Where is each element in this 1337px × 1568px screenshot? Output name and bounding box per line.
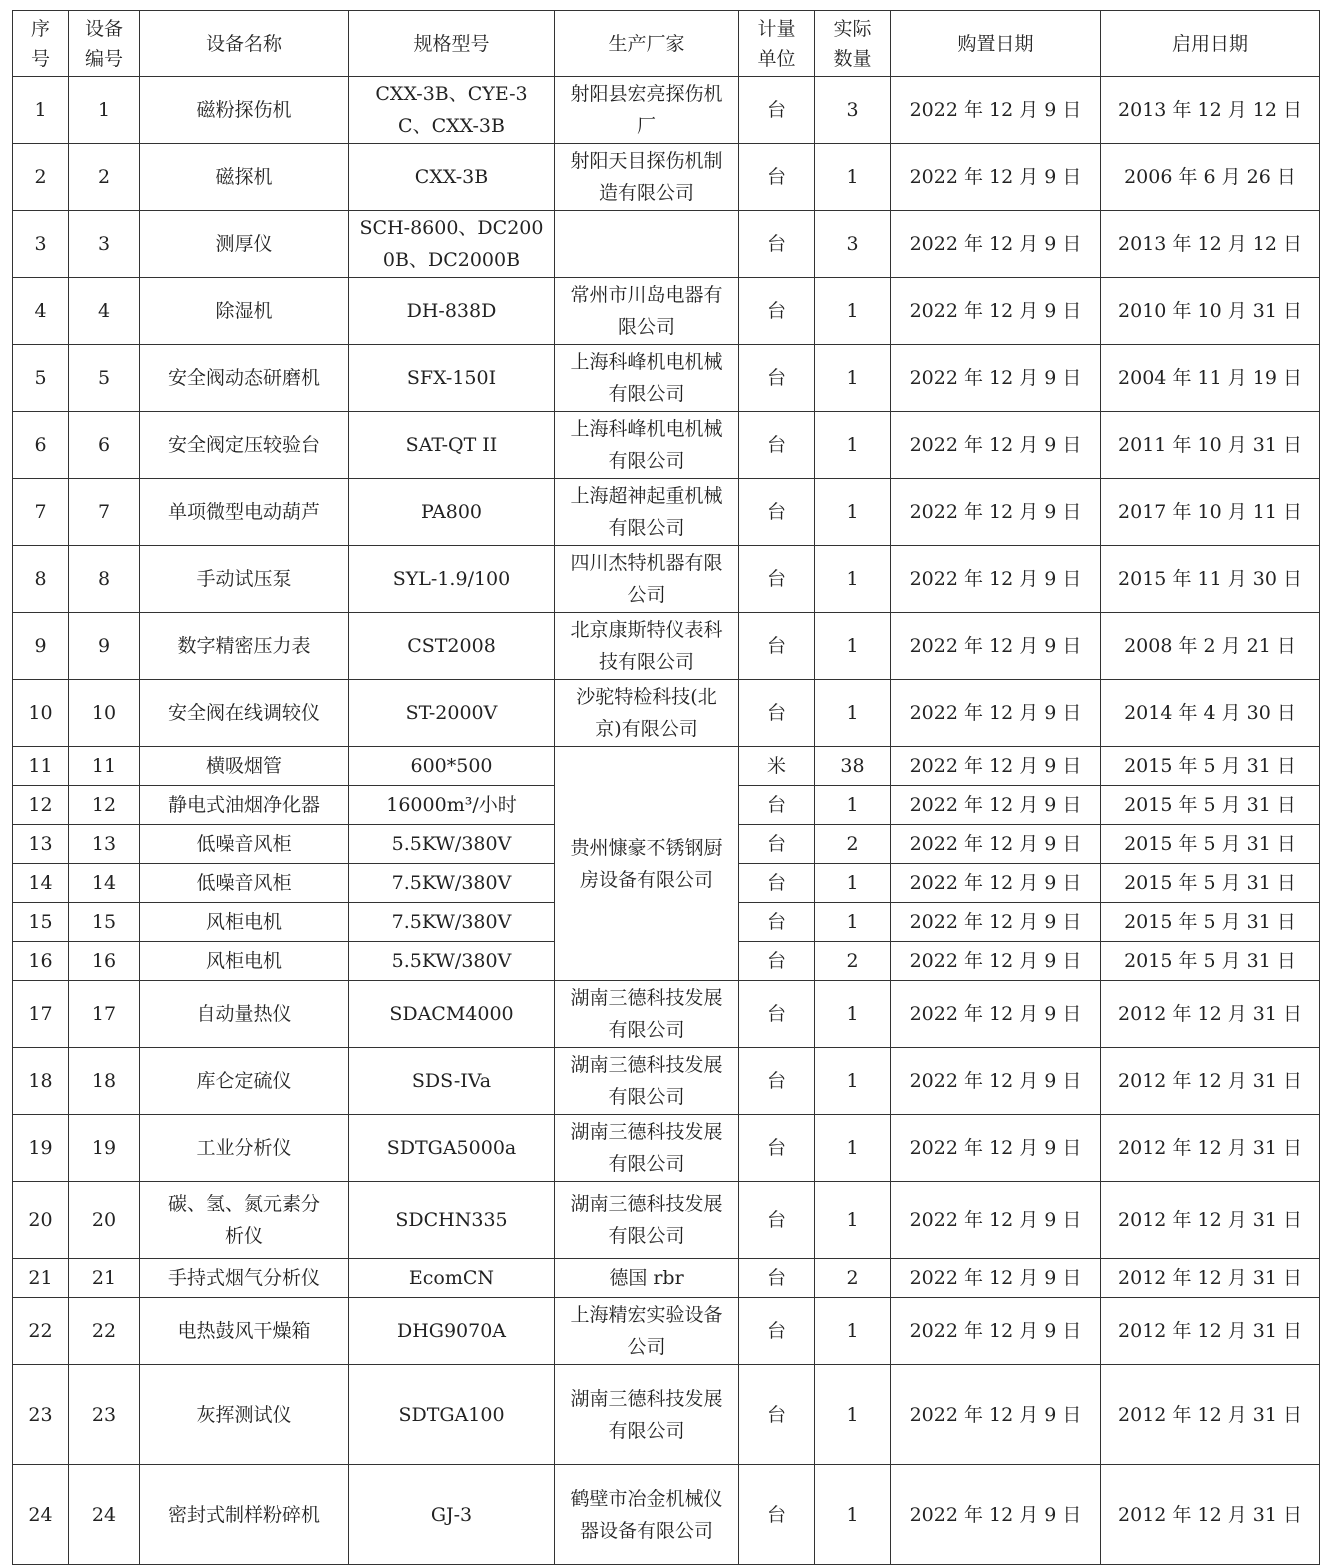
cell-model: EcomCN	[349, 1259, 555, 1298]
header-qty: 实际数量	[815, 11, 891, 77]
cell-equip-no: 15	[69, 903, 140, 942]
cell-purchase-date: 2022 年 12 月 9 日	[891, 1259, 1101, 1298]
cell-qty: 38	[815, 747, 891, 786]
cell-start-date: 2015 年 5 月 31 日	[1101, 786, 1320, 825]
cell-start-date: 2015 年 5 月 31 日	[1101, 747, 1320, 786]
cell-model: 600*500	[349, 747, 555, 786]
table-row	[13, 1259, 1320, 1298]
cell-seq: 16	[13, 942, 69, 981]
cell-qty: 1	[815, 680, 891, 747]
cell-maker: 湖南三德科技发展有限公司	[555, 1182, 739, 1259]
cell-maker: 沙驼特检科技(北京)有限公司	[555, 680, 739, 747]
cell-seq: 22	[13, 1298, 69, 1365]
table-row	[13, 1048, 1320, 1115]
cell-equip-no: 2	[69, 144, 140, 211]
cell-maker: 射阳天目探伤机制造有限公司	[555, 144, 739, 211]
cell-maker: 湖南三德科技发展有限公司	[555, 981, 739, 1048]
cell-start-date: 2011 年 10 月 31 日	[1101, 412, 1320, 479]
cell-purchase-date: 2022 年 12 月 9 日	[891, 903, 1101, 942]
cell-maker: 上海科峰机电机械有限公司	[555, 412, 739, 479]
cell-name: 自动量热仪	[140, 981, 349, 1048]
cell-name: 安全阀定压较验台	[140, 412, 349, 479]
table-row	[13, 412, 1320, 479]
cell-seq: 12	[13, 786, 69, 825]
cell-start-date: 2012 年 12 月 31 日	[1101, 1115, 1320, 1182]
header-maker: 生产厂家	[555, 11, 739, 77]
cell-maker	[555, 211, 739, 278]
cell-start-date: 2014 年 4 月 30 日	[1101, 680, 1320, 747]
cell-qty: 1	[815, 981, 891, 1048]
cell-qty: 1	[815, 1115, 891, 1182]
cell-purchase-date: 2022 年 12 月 9 日	[891, 1298, 1101, 1365]
cell-name: 风柜电机	[140, 903, 349, 942]
cell-equip-no: 19	[69, 1115, 140, 1182]
cell-start-date: 2015 年 5 月 31 日	[1101, 903, 1320, 942]
cell-equip-no: 18	[69, 1048, 140, 1115]
cell-start-date: 2015 年 5 月 31 日	[1101, 825, 1320, 864]
cell-qty: 3	[815, 211, 891, 278]
table-row	[13, 144, 1320, 211]
table-row	[13, 479, 1320, 546]
cell-equip-no: 4	[69, 278, 140, 345]
cell-seq: 4	[13, 278, 69, 345]
cell-seq: 5	[13, 345, 69, 412]
cell-qty: 1	[815, 1465, 891, 1565]
cell-unit: 台	[739, 864, 815, 903]
cell-qty: 1	[815, 1182, 891, 1259]
cell-start-date: 2013 年 12 月 12 日	[1101, 77, 1320, 144]
cell-purchase-date: 2022 年 12 月 9 日	[891, 1182, 1101, 1259]
cell-model: CXX-3B	[349, 144, 555, 211]
cell-name: 密封式制样粉碎机	[140, 1465, 349, 1565]
cell-unit: 台	[739, 412, 815, 479]
table-row	[13, 546, 1320, 613]
cell-maker: 射阳县宏亮探伤机厂	[555, 77, 739, 144]
cell-equip-no: 16	[69, 942, 140, 981]
cell-model: SCH-8600、DC2000B、DC2000B	[349, 211, 555, 278]
cell-unit: 台	[739, 680, 815, 747]
cell-start-date: 2017 年 10 月 11 日	[1101, 479, 1320, 546]
cell-seq: 7	[13, 479, 69, 546]
cell-purchase-date: 2022 年 12 月 9 日	[891, 613, 1101, 680]
cell-unit: 台	[739, 546, 815, 613]
cell-model: SDTGA100	[349, 1365, 555, 1465]
cell-qty: 1	[815, 479, 891, 546]
header-unit: 计量单位	[739, 11, 815, 77]
cell-model: SDS-IVa	[349, 1048, 555, 1115]
table-row	[13, 211, 1320, 278]
cell-seq: 18	[13, 1048, 69, 1115]
cell-seq: 11	[13, 747, 69, 786]
cell-start-date: 2012 年 12 月 31 日	[1101, 1298, 1320, 1365]
table-body	[13, 77, 1320, 1565]
cell-equip-no: 9	[69, 613, 140, 680]
cell-model: SDTGA5000a	[349, 1115, 555, 1182]
table-row	[13, 981, 1320, 1048]
cell-equip-no: 12	[69, 786, 140, 825]
cell-purchase-date: 2022 年 12 月 9 日	[891, 942, 1101, 981]
cell-seq: 13	[13, 825, 69, 864]
cell-qty: 1	[815, 412, 891, 479]
cell-model: PA800	[349, 479, 555, 546]
cell-equip-no: 7	[69, 479, 140, 546]
cell-start-date: 2015 年 5 月 31 日	[1101, 864, 1320, 903]
cell-seq: 15	[13, 903, 69, 942]
cell-maker: 湖南三德科技发展有限公司	[555, 1365, 739, 1465]
cell-start-date: 2012 年 12 月 31 日	[1101, 981, 1320, 1048]
cell-start-date: 2012 年 12 月 31 日	[1101, 1465, 1320, 1565]
cell-equip-no: 1	[69, 77, 140, 144]
header-purchase-date: 购置日期	[891, 11, 1101, 77]
cell-qty: 1	[815, 1048, 891, 1115]
cell-unit: 台	[739, 942, 815, 981]
cell-start-date: 2015 年 5 月 31 日	[1101, 942, 1320, 981]
cell-equip-no: 10	[69, 680, 140, 747]
cell-name: 手动试压泵	[140, 546, 349, 613]
table-row	[13, 1465, 1320, 1565]
cell-model: SDACM4000	[349, 981, 555, 1048]
cell-qty: 2	[815, 942, 891, 981]
cell-maker: 鹤壁市冶金机械仪器设备有限公司	[555, 1465, 739, 1565]
cell-equip-no: 17	[69, 981, 140, 1048]
cell-model: DHG9070A	[349, 1298, 555, 1365]
cell-equip-no: 24	[69, 1465, 140, 1565]
cell-start-date: 2008 年 2 月 21 日	[1101, 613, 1320, 680]
cell-seq: 20	[13, 1182, 69, 1259]
cell-name: 安全阀在线调较仪	[140, 680, 349, 747]
cell-qty: 1	[815, 345, 891, 412]
cell-purchase-date: 2022 年 12 月 9 日	[891, 412, 1101, 479]
cell-equip-no: 11	[69, 747, 140, 786]
cell-model: CST2008	[349, 613, 555, 680]
cell-start-date: 2004 年 11 月 19 日	[1101, 345, 1320, 412]
table-header-row	[13, 11, 1320, 77]
cell-purchase-date: 2022 年 12 月 9 日	[891, 546, 1101, 613]
cell-unit: 台	[739, 144, 815, 211]
cell-unit: 台	[739, 345, 815, 412]
table-row	[13, 613, 1320, 680]
table-row	[13, 680, 1320, 747]
cell-purchase-date: 2022 年 12 月 9 日	[891, 786, 1101, 825]
cell-start-date: 2013 年 12 月 12 日	[1101, 211, 1320, 278]
cell-unit: 台	[739, 903, 815, 942]
cell-maker: 湖南三德科技发展有限公司	[555, 1048, 739, 1115]
cell-name: 电热鼓风干燥箱	[140, 1298, 349, 1365]
cell-name: 测厚仪	[140, 211, 349, 278]
table-row	[13, 345, 1320, 412]
cell-seq: 23	[13, 1365, 69, 1465]
cell-start-date: 2012 年 12 月 31 日	[1101, 1259, 1320, 1298]
cell-maker: 贵州慷豪不锈钢厨房设备有限公司	[555, 747, 739, 981]
cell-qty: 1	[815, 546, 891, 613]
cell-model: SYL-1.9/100	[349, 546, 555, 613]
cell-purchase-date: 2022 年 12 月 9 日	[891, 1115, 1101, 1182]
cell-qty: 3	[815, 77, 891, 144]
cell-maker: 上海精宏实验设备公司	[555, 1298, 739, 1365]
cell-name: 横吸烟管	[140, 747, 349, 786]
cell-unit: 台	[739, 1365, 815, 1465]
cell-model: CXX-3B、CYE-3C、CXX-3B	[349, 77, 555, 144]
cell-seq: 21	[13, 1259, 69, 1298]
cell-name: 除湿机	[140, 278, 349, 345]
cell-purchase-date: 2022 年 12 月 9 日	[891, 77, 1101, 144]
cell-name: 单项微型电动葫芦	[140, 479, 349, 546]
cell-unit: 台	[739, 479, 815, 546]
cell-maker: 上海科峰机电机械有限公司	[555, 345, 739, 412]
cell-name: 库仑定硫仪	[140, 1048, 349, 1115]
table-row	[13, 77, 1320, 144]
cell-equip-no: 14	[69, 864, 140, 903]
cell-qty: 2	[815, 825, 891, 864]
cell-qty: 1	[815, 613, 891, 680]
table-row	[13, 1182, 1320, 1259]
header-equip-no: 设备编号	[69, 11, 140, 77]
cell-seq: 3	[13, 211, 69, 278]
cell-equip-no: 20	[69, 1182, 140, 1259]
cell-equip-no: 21	[69, 1259, 140, 1298]
cell-start-date: 2015 年 11 月 30 日	[1101, 546, 1320, 613]
table-row	[13, 747, 1320, 786]
cell-purchase-date: 2022 年 12 月 9 日	[891, 345, 1101, 412]
cell-equip-no: 6	[69, 412, 140, 479]
cell-qty: 1	[815, 144, 891, 211]
cell-unit: 台	[739, 1259, 815, 1298]
cell-maker: 德国 rbr	[555, 1259, 739, 1298]
cell-seq: 2	[13, 144, 69, 211]
header-model: 规格型号	[349, 11, 555, 77]
cell-start-date: 2010 年 10 月 31 日	[1101, 278, 1320, 345]
cell-maker: 湖南三德科技发展有限公司	[555, 1115, 739, 1182]
cell-equip-no: 8	[69, 546, 140, 613]
cell-model: SAT-QT II	[349, 412, 555, 479]
cell-purchase-date: 2022 年 12 月 9 日	[891, 864, 1101, 903]
cell-equip-no: 3	[69, 211, 140, 278]
cell-seq: 8	[13, 546, 69, 613]
cell-equip-no: 13	[69, 825, 140, 864]
cell-maker: 常州市川岛电器有限公司	[555, 278, 739, 345]
cell-seq: 24	[13, 1465, 69, 1565]
cell-seq: 14	[13, 864, 69, 903]
cell-purchase-date: 2022 年 12 月 9 日	[891, 1465, 1101, 1565]
table-row	[13, 1365, 1320, 1465]
cell-model: ST-2000V	[349, 680, 555, 747]
cell-name: 磁粉探伤机	[140, 77, 349, 144]
header-seq: 序号	[13, 11, 69, 77]
cell-model: 5.5KW/380V	[349, 942, 555, 981]
cell-unit: 台	[739, 77, 815, 144]
cell-seq: 6	[13, 412, 69, 479]
table-row	[13, 278, 1320, 345]
cell-qty: 1	[815, 278, 891, 345]
cell-seq: 9	[13, 613, 69, 680]
header-name: 设备名称	[140, 11, 349, 77]
cell-name: 静电式油烟净化器	[140, 786, 349, 825]
cell-maker: 四川杰特机器有限公司	[555, 546, 739, 613]
header-start-date: 启用日期	[1101, 11, 1320, 77]
cell-unit: 台	[739, 825, 815, 864]
table-row	[13, 1115, 1320, 1182]
cell-name: 风柜电机	[140, 942, 349, 981]
cell-unit: 台	[739, 1048, 815, 1115]
cell-name: 碳、氢、氮元素分析仪	[140, 1182, 349, 1259]
cell-seq: 17	[13, 981, 69, 1048]
cell-unit: 台	[739, 1298, 815, 1365]
cell-purchase-date: 2022 年 12 月 9 日	[891, 1048, 1101, 1115]
cell-equip-no: 5	[69, 345, 140, 412]
cell-qty: 1	[815, 864, 891, 903]
cell-equip-no: 23	[69, 1365, 140, 1465]
cell-purchase-date: 2022 年 12 月 9 日	[891, 1365, 1101, 1465]
cell-model: 5.5KW/380V	[349, 825, 555, 864]
cell-equip-no: 22	[69, 1298, 140, 1365]
cell-name: 低噪音风柜	[140, 825, 349, 864]
cell-start-date: 2012 年 12 月 31 日	[1101, 1048, 1320, 1115]
cell-unit: 台	[739, 211, 815, 278]
cell-purchase-date: 2022 年 12 月 9 日	[891, 747, 1101, 786]
equipment-table	[12, 10, 1320, 1565]
cell-unit: 台	[739, 278, 815, 345]
cell-unit: 台	[739, 786, 815, 825]
cell-model: 7.5KW/380V	[349, 903, 555, 942]
cell-unit: 台	[739, 1115, 815, 1182]
cell-purchase-date: 2022 年 12 月 9 日	[891, 680, 1101, 747]
cell-purchase-date: 2022 年 12 月 9 日	[891, 479, 1101, 546]
cell-name: 安全阀动态研磨机	[140, 345, 349, 412]
cell-model: 7.5KW/380V	[349, 864, 555, 903]
cell-qty: 1	[815, 1298, 891, 1365]
cell-name: 工业分析仪	[140, 1115, 349, 1182]
cell-seq: 1	[13, 77, 69, 144]
cell-model: DH-838D	[349, 278, 555, 345]
cell-unit: 台	[739, 613, 815, 680]
cell-name: 灰挥测试仪	[140, 1365, 349, 1465]
cell-model: GJ-3	[349, 1465, 555, 1565]
cell-start-date: 2006 年 6 月 26 日	[1101, 144, 1320, 211]
cell-maker: 北京康斯特仪表科技有限公司	[555, 613, 739, 680]
cell-start-date: 2012 年 12 月 31 日	[1101, 1182, 1320, 1259]
cell-unit: 台	[739, 981, 815, 1048]
cell-name: 磁探机	[140, 144, 349, 211]
cell-name: 低噪音风柜	[140, 864, 349, 903]
cell-qty: 2	[815, 1259, 891, 1298]
cell-qty: 1	[815, 1365, 891, 1465]
cell-unit: 米	[739, 747, 815, 786]
cell-model: SFX-150I	[349, 345, 555, 412]
cell-seq: 19	[13, 1115, 69, 1182]
cell-name: 数字精密压力表	[140, 613, 349, 680]
cell-purchase-date: 2022 年 12 月 9 日	[891, 981, 1101, 1048]
cell-start-date: 2012 年 12 月 31 日	[1101, 1365, 1320, 1465]
cell-unit: 台	[739, 1465, 815, 1565]
cell-purchase-date: 2022 年 12 月 9 日	[891, 211, 1101, 278]
cell-purchase-date: 2022 年 12 月 9 日	[891, 825, 1101, 864]
cell-seq: 10	[13, 680, 69, 747]
cell-purchase-date: 2022 年 12 月 9 日	[891, 144, 1101, 211]
cell-maker: 上海超神起重机械有限公司	[555, 479, 739, 546]
cell-unit: 台	[739, 1182, 815, 1259]
cell-model: SDCHN335	[349, 1182, 555, 1259]
cell-model: 16000m³/小时	[349, 786, 555, 825]
cell-qty: 1	[815, 903, 891, 942]
cell-purchase-date: 2022 年 12 月 9 日	[891, 278, 1101, 345]
table-row	[13, 1298, 1320, 1365]
cell-name: 手持式烟气分析仪	[140, 1259, 349, 1298]
cell-qty: 1	[815, 786, 891, 825]
